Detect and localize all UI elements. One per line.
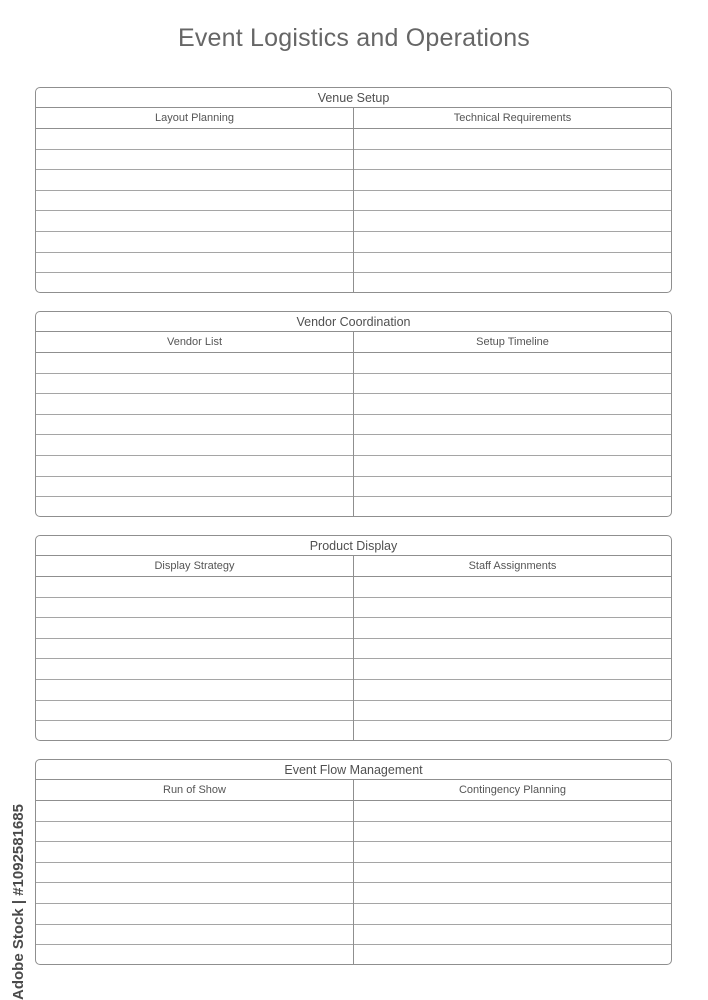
blank-line[interactable] [354,904,671,925]
blank-line[interactable] [36,394,353,415]
section-product-display [35,535,672,741]
blank-line[interactable] [36,456,353,477]
blank-line[interactable] [354,680,671,701]
blank-line[interactable] [354,721,671,741]
blank-line[interactable] [36,211,353,232]
blank-line[interactable] [354,801,671,822]
blank-line[interactable] [354,232,671,253]
column-left [36,556,353,741]
writing-rows[interactable] [354,129,671,293]
blank-line[interactable] [36,598,353,619]
column-left [36,108,353,293]
blank-line[interactable] [354,253,671,274]
blank-line[interactable] [36,822,353,843]
section-event-flow-management [35,759,672,965]
blank-line[interactable] [36,721,353,741]
blank-line[interactable] [36,129,353,150]
blank-line[interactable] [354,211,671,232]
blank-line[interactable] [354,394,671,415]
section-title: Product Display [36,536,671,556]
section-title: Event Flow Management [36,760,671,780]
column-right [353,556,671,741]
writing-rows[interactable] [36,353,353,517]
column-header: Technical Requirements [354,108,671,129]
column-header: Display Strategy [36,556,353,577]
blank-line[interactable] [354,577,671,598]
blank-line[interactable] [36,701,353,722]
section-title: Vendor Coordination [36,312,671,332]
column-right [353,332,671,517]
blank-line[interactable] [36,863,353,884]
blank-line[interactable] [354,129,671,150]
blank-line[interactable] [354,374,671,395]
blank-line[interactable] [36,842,353,863]
blank-line[interactable] [36,150,353,171]
blank-line[interactable] [36,374,353,395]
column-right [353,108,671,293]
blank-line[interactable] [354,456,671,477]
blank-line[interactable] [36,415,353,436]
blank-line[interactable] [354,883,671,904]
writing-rows[interactable] [36,129,353,293]
column-right [353,780,671,965]
blank-line[interactable] [354,659,671,680]
blank-line[interactable] [354,191,671,212]
column-header: Layout Planning [36,108,353,129]
blank-line[interactable] [36,353,353,374]
blank-line[interactable] [354,273,671,293]
blank-line[interactable] [36,680,353,701]
column-header: Vendor List [36,332,353,353]
column-header: Run of Show [36,780,353,801]
blank-line[interactable] [354,598,671,619]
blank-line[interactable] [36,618,353,639]
blank-line[interactable] [36,253,353,274]
writing-rows[interactable] [36,801,353,965]
column-left [36,780,353,965]
blank-line[interactable] [354,150,671,171]
blank-line[interactable] [36,497,353,517]
page-title: Event Logistics and Operations [177,24,531,52]
blank-line[interactable] [354,701,671,722]
blank-line[interactable] [36,170,353,191]
blank-line[interactable] [354,863,671,884]
blank-line[interactable] [354,842,671,863]
blank-line[interactable] [354,639,671,660]
writing-rows[interactable] [354,353,671,517]
blank-line[interactable] [354,822,671,843]
blank-line[interactable] [36,904,353,925]
blank-line[interactable] [36,883,353,904]
blank-line[interactable] [36,639,353,660]
section-title: Venue Setup [36,88,671,108]
section-venue-setup [35,87,672,293]
blank-line[interactable] [354,945,671,965]
column-header: Contingency Planning [354,780,671,801]
blank-line[interactable] [36,945,353,965]
blank-line[interactable] [354,415,671,436]
blank-line[interactable] [36,232,353,253]
blank-line[interactable] [36,191,353,212]
blank-line[interactable] [354,497,671,517]
writing-rows[interactable] [354,801,671,965]
column-left [36,332,353,517]
blank-line[interactable] [354,170,671,191]
writing-rows[interactable] [354,577,671,741]
column-header: Staff Assignments [354,556,671,577]
blank-line[interactable] [354,477,671,498]
blank-line[interactable] [36,925,353,946]
blank-line[interactable] [36,435,353,456]
blank-line[interactable] [36,801,353,822]
column-header: Setup Timeline [354,332,671,353]
section-vendor-coordination [35,311,672,517]
blank-line[interactable] [36,659,353,680]
blank-line[interactable] [354,435,671,456]
blank-line[interactable] [354,925,671,946]
blank-line[interactable] [354,618,671,639]
blank-line[interactable] [36,477,353,498]
blank-line[interactable] [354,353,671,374]
blank-line[interactable] [36,273,353,293]
blank-line[interactable] [36,577,353,598]
stock-watermark: Adobe Stock | #1092581685 [10,804,27,1000]
writing-rows[interactable] [36,577,353,741]
